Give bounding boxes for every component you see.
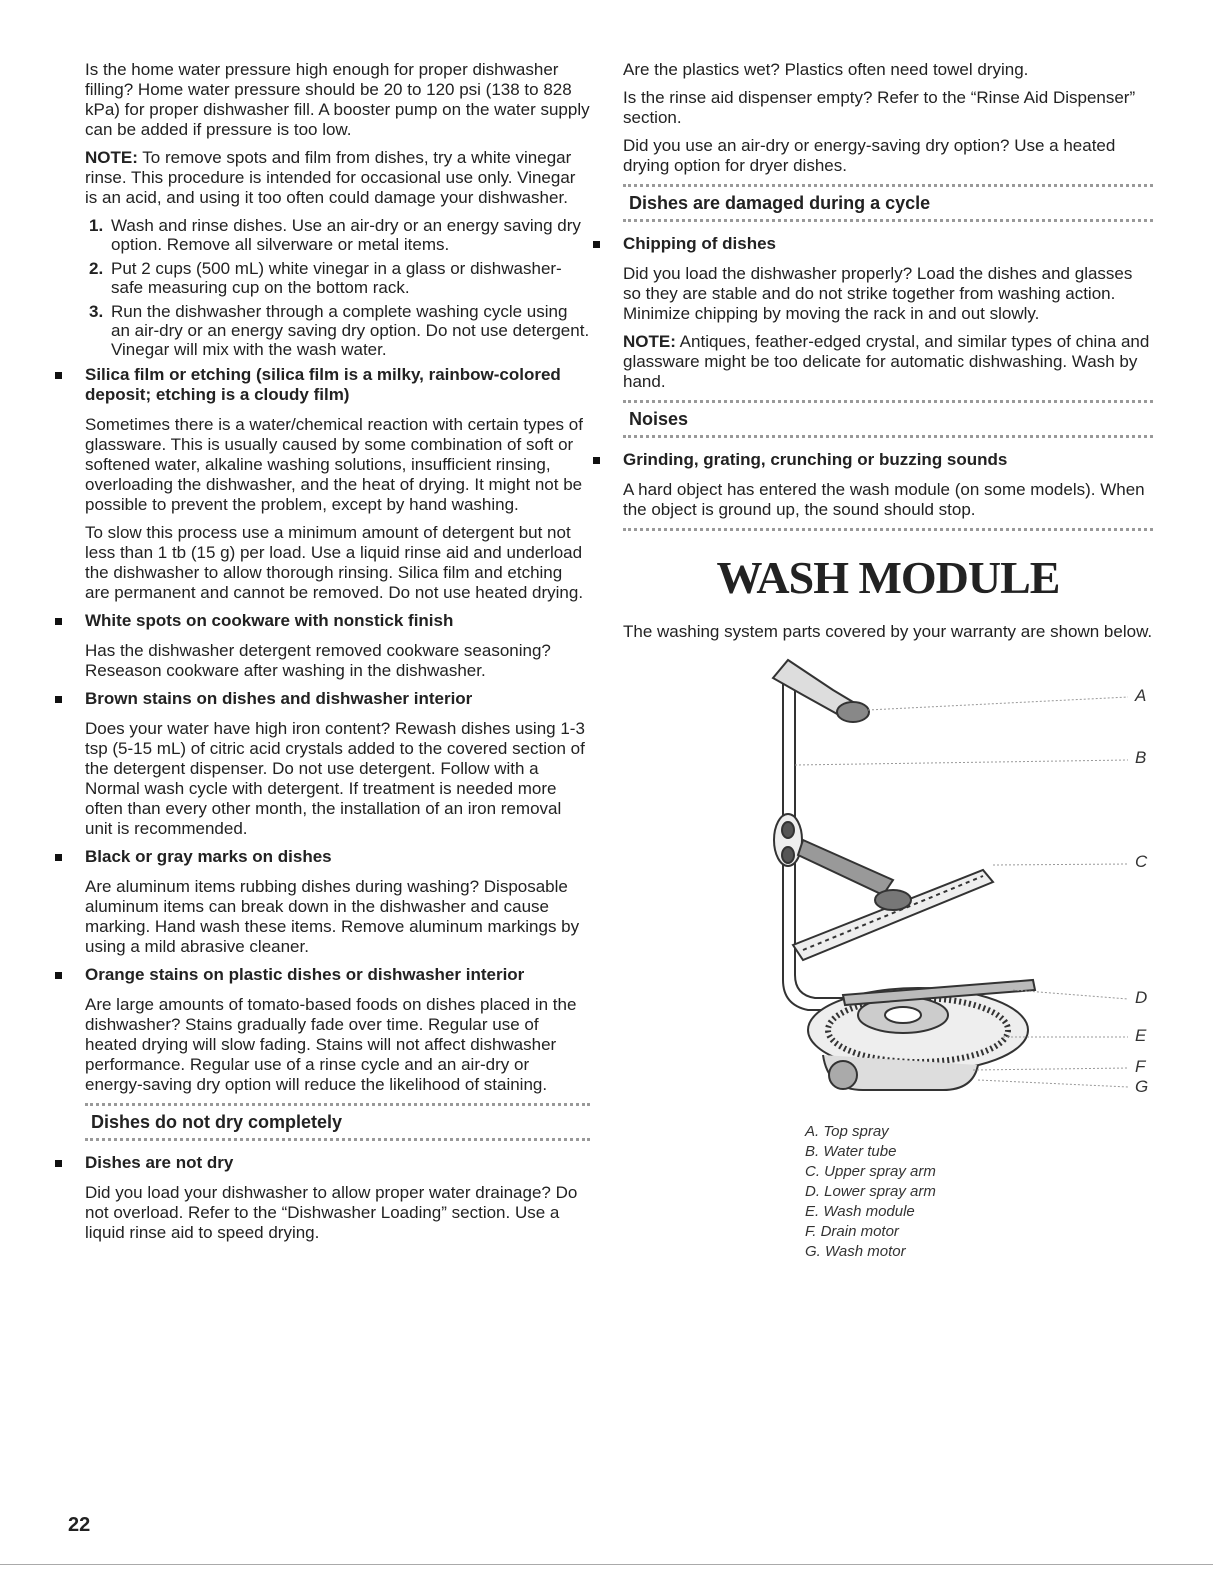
grinding-heading [623, 450, 1153, 470]
bullet-icon [55, 372, 62, 379]
brown-stains-paragraph: Does your water have high iron content? Rewash dishes using 1-3 tsp (5-15 mL) of citric acid crystals added to the covered section of the detergent dispenser. Do not use detergent. Follow with a Normal wash cycle with detergent. If treatment is needed more often than every other month, the installation of an iron removal unit is recommended. [85, 719, 585, 838]
callout-e: E [1135, 1026, 1147, 1045]
right-column [623, 60, 1153, 1262]
orange-stains-heading [85, 965, 590, 985]
not-dry-heading-text: Dishes are not dry [85, 1153, 234, 1172]
bullet-icon [55, 1160, 62, 1167]
chipping-paragraph: Did you load the dishwasher properly? Load the dishes and glasses so they are stable and do not strike together from washing action. Minimize chipping by moving the rack in and out slowly. [623, 264, 1133, 323]
white-spots-paragraph: Has the dishwasher detergent removed cookware seasoning? Reseason cookware after washing in the dishwasher. [85, 641, 551, 680]
divider [623, 435, 1153, 438]
divider [623, 219, 1153, 222]
list-item [85, 216, 590, 254]
callout-g: G [1135, 1077, 1149, 1096]
divider [85, 1138, 590, 1141]
legend-item: B. Water tube [805, 1143, 897, 1160]
step-text: Put 2 cups (500 mL) white vinegar in a glass or dishwasher-safe measuring cup on the bottom rack. [111, 259, 562, 297]
black-marks-paragraph: Are aluminum items rubbing dishes during washing? Disposable aluminum items can break down in the dishwasher and cause marking. Hand wash these items. Remove aluminum markings by using a mild abrasive cleaner. [85, 877, 580, 956]
step-number: 2. [89, 259, 104, 278]
wash-module-illustration [743, 650, 1163, 1110]
bullet-icon [55, 618, 62, 625]
step-text: Run the dishwasher through a complete washing cycle using an air-dry or an energy saving dry option. Do not use detergent. Vinegar will mix with the wash water. [111, 302, 590, 359]
orange-stains-paragraph: Are large amounts of tomato-based foods on dishes placed in the dishwasher? Stains gradually fade over time. Regular use of heated drying will slow fading. Stains will not affect dishwasher performance. Regular use of a rinse cycle and an air-dry or energy-saving dry option will reduce the likelihood of staining. [85, 995, 577, 1094]
orange-stains-heading-text: Orange stains on plastic dishes or dishwasher interior [85, 965, 525, 984]
diagram-legend [805, 1122, 1153, 1262]
callout-d: D [1135, 988, 1148, 1007]
bullet-icon [55, 972, 62, 979]
bullet-icon [55, 854, 62, 861]
page-bottom-rule [0, 1564, 1213, 1565]
water-pressure-paragraph: Is the home water pressure high enough for proper dishwasher filling? Home water pressure should be 20 to 120 psi (138 to 828 kPa) for proper dishwasher fill. A booster pump on the water supply can be added if pressure is too low. [85, 60, 590, 139]
step-text: Wash and rinse dishes. Use an air-dry or an energy saving dry option. Remove all silverware or metal items. [111, 216, 581, 254]
divider [623, 528, 1153, 531]
bullet-icon [593, 241, 600, 248]
damaged-section-header [623, 184, 1153, 222]
silica-paragraph-1: Sometimes there is a water/chemical reaction with certain types of glassware. This is usually caused by some combination of soft or softened water, alkaline washing solutions, insufficient rinsing, overloading the dishwasher, and the heat of drying. It might not be possible to prevent the problem, except by hand washing. [85, 415, 583, 514]
silica-heading-text: Silica film or etching (silica film is a milky, rainbow-colored deposit; etching is a cloudy film) [85, 365, 561, 404]
section-title: Dishes are damaged during a cycle [629, 193, 931, 213]
drain-motor-shape [829, 1061, 857, 1089]
brown-stains-heading-text: Brown stains on dishes and dishwasher interior [85, 689, 473, 708]
note-label: NOTE: [623, 332, 676, 351]
legend-item: F. Drain motor [805, 1223, 899, 1240]
legend-item: G. Wash motor [805, 1243, 906, 1260]
upper-spray-arm-shape [798, 840, 893, 895]
grinding-heading-text: Grinding, grating, crunching or buzzing sounds [623, 450, 1008, 469]
legend-item: E. Wash module [805, 1203, 915, 1220]
wash-module-title: WASH MODULE [716, 552, 1060, 603]
step-number: 1. [89, 216, 104, 235]
black-marks-heading-text: Black or gray marks on dishes [85, 847, 332, 866]
section-title: Dishes do not dry completely [91, 1112, 343, 1132]
not-dry-paragraph: Did you load your dishwasher to allow proper water drainage? Do not overload. Refer to the “Dishwasher Loading” section. Use a liquid rinse aid to speed drying. [85, 1183, 578, 1242]
legend-item: D. Lower spray arm [805, 1183, 936, 1200]
callout-f: F [1135, 1057, 1146, 1076]
wash-module-diagram [743, 650, 1163, 1110]
silica-heading [85, 365, 590, 405]
grinding-paragraph: A hard object has entered the wash module (on some models). When the object is ground up, the sound should stop. [623, 480, 1145, 519]
vinegar-steps-list [85, 216, 590, 359]
callout-c: C [1135, 852, 1148, 871]
white-spots-heading-text: White spots on cookware with nonstick finish [85, 611, 454, 630]
antiques-note [623, 332, 1153, 392]
legend-item: A. Top spray [805, 1123, 889, 1140]
bullet-icon [593, 457, 600, 464]
chipping-heading [623, 234, 1153, 254]
black-marks-heading [85, 847, 590, 867]
wash-module-intro: The washing system parts covered by your warranty are shown below. [623, 622, 1153, 641]
legend-item: C. Upper spray arm [805, 1163, 936, 1180]
plastics-paragraph: Are the plastics wet? Plastics often need towel drying. [623, 60, 1029, 79]
not-dry-heading [85, 1153, 590, 1173]
list-item [85, 259, 590, 297]
vinegar-note [85, 148, 590, 208]
rinse-aid-paragraph: Is the rinse aid dispenser empty? Refer to the “Rinse Aid Dispenser” section. [623, 88, 1136, 127]
step-number: 3. [89, 302, 104, 321]
dry-section-header [85, 1103, 590, 1141]
callout-a: A [1135, 686, 1147, 705]
callout-b: B [1135, 748, 1147, 767]
white-spots-heading [85, 611, 590, 631]
silica-paragraph-2: To slow this process use a minimum amount of detergent but not less than 1 tb (15 g) per load. Use a liquid rinse aid and underload the dishwasher to allow thorough rinsing. Silica film and etching are permanent and cannot be removed. Do not use heated drying. [85, 523, 584, 602]
section-title: Noises [629, 409, 689, 429]
air-dry-paragraph: Did you use an air-dry or energy-saving dry option? Use a heated drying option for dryer dishes. [623, 136, 1116, 175]
left-column [85, 60, 590, 1251]
note-label: NOTE: [85, 148, 138, 167]
note-text: To remove spots and film from dishes, try a white vinegar rinse. This procedure is intended for occasional use only. Vinegar is an acid, and using it too often could damage your dishwasher. [85, 148, 576, 207]
chipping-heading-text: Chipping of dishes [623, 234, 776, 253]
note-text: Antiques, feather-edged crystal, and similar types of china and glassware might be too delicate for automatic dishwashing. Wash by hand. [623, 332, 1150, 391]
list-item [85, 302, 590, 359]
page-number: 22 [68, 1514, 91, 1536]
noises-section-header [623, 400, 1153, 438]
brown-stains-heading [85, 689, 590, 709]
bullet-icon [55, 696, 62, 703]
